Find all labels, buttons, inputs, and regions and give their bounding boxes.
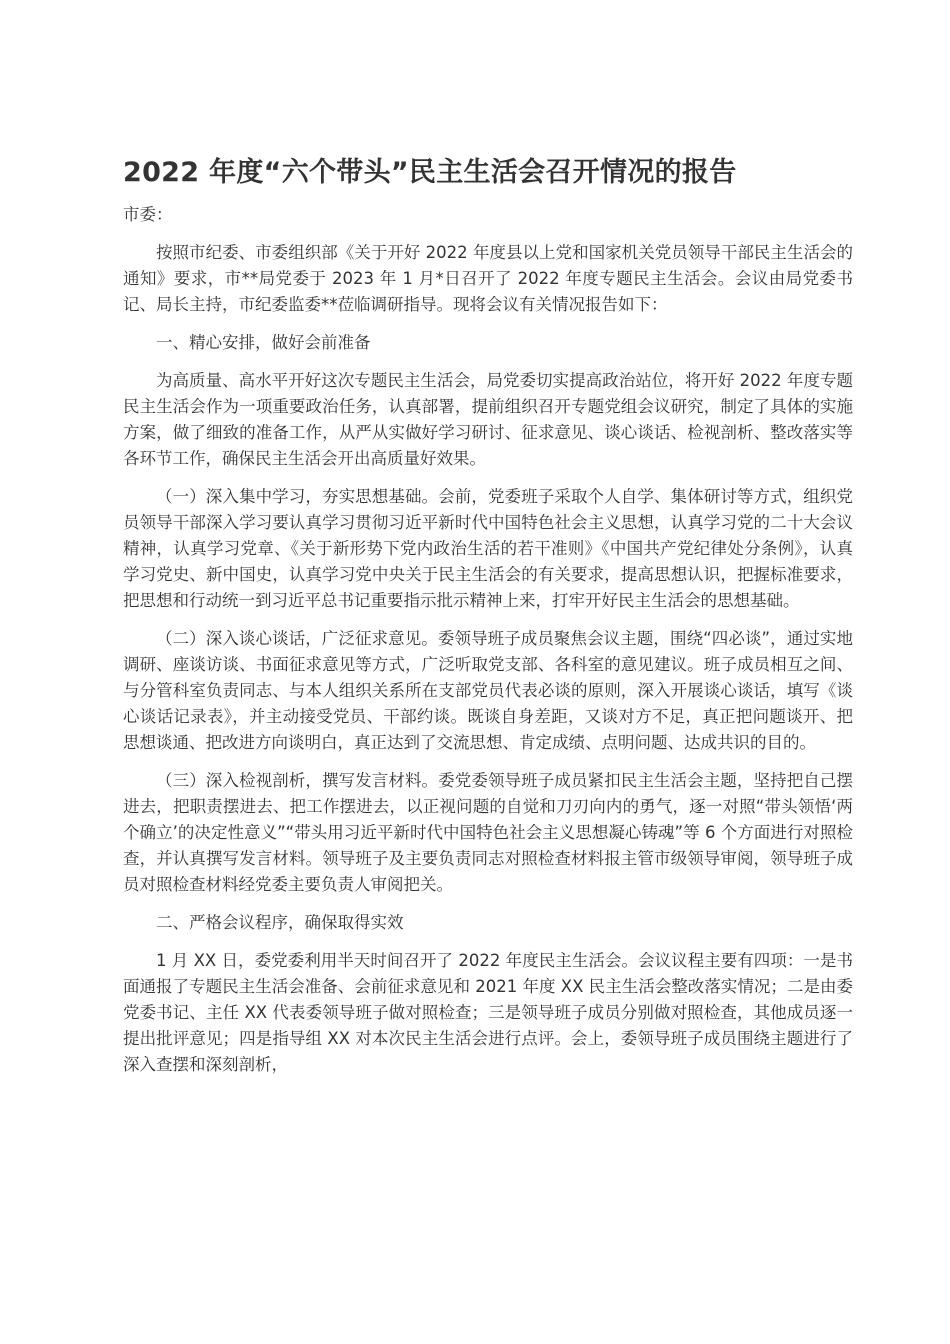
- subsection-1-paragraph: （一）深入集中学习，夯实思想基础。会前，党委班子采取个人自学、集体研讨等方式，组织党员领导干部深入学习要认真学习贯彻习近平新时代中国特色社会主义思想，认真学习党的二十大会议精神，认真学习党章、《关于新形势下党内政治生活的若干准则》《中国共产党纪律处分条例》，认真学习党史、新中国史，认真学习党中央关于民主生活会的有关要求，提高思想认识，把握标准要求，把思想和行动统一到习近平总书记重要指示批示精神上来，打牢开好民主生活会的思想基础。: [123, 487, 853, 610]
- salutation: 市委：: [123, 205, 173, 224]
- document-title: 2022 年度“六个带头”民主生活会召开情况的报告: [123, 157, 737, 188]
- subsection-3-paragraph: （三）深入检视剖析，撰写发言材料。委党委领导班子成员紧扣民主生活会主题，坚持把自己摆进去，把职责摆进去、把工作摆进去，以正视问题的自觉和刀刃向内的勇气，逐一对照“带头领悟‘两个确立’的决定性意义”“带头用习近平新时代中国特色社会主义思想凝心铸魂”等 6 个方面进行对照检查，并认真撰写发言材料。领导班子及主要负责同志对照检查材料报主管市级领导审阅，领导班子成员对照检查材料经党委主要负责人审阅把关。: [123, 771, 853, 894]
- section-2-paragraph: 1 月 XX 日，委党委利用半天时间召开了 2022 年度民主生活会。会议议程主要有四项：一是书面通报了专题民主生活会准备、会前征求意见和 2021 年度 XX 民主生活会整改落实情况；二是由委党委书记、主任 XX 代表委领导班子做对照检查；三是领导班子成员分别做对照检查，其他成员逐一提出批评意见；四是指导组 XX 对本次民主生活会进行点评。会上，委领导班子成员围绕主题进行了深入查摆和深刻剖析，: [123, 951, 853, 1074]
- section-1-paragraph: 为高质量、高水平开好这次专题民主生活会，局党委切实提高政治站位，将开好 2022 年度专题民主生活会作为一项重要政治任务，认真部署，提前组织召开专题党组会议研究，制定了具体的实施方案，做了细致的准备工作，从严从实做好学习研讨、征求意见、谈心谈话、检视剖析、整改落实等各环节工作，确保民主生活会开出高质量好效果。: [123, 371, 853, 468]
- section-heading-1: 一、精心安排，做好会前准备: [156, 333, 371, 352]
- document-page: [123, 150, 853, 1090]
- section-heading-2: 二、严格会议程序，确保取得实效: [156, 913, 404, 932]
- subsection-2-paragraph: （二）深入谈心谈话，广泛征求意见。委领导班子成员聚焦会议主题，围绕“四必谈”，通过实地调研、座谈访谈、书面征求意见等方式，广泛听取党支部、各科室的意见建议。班子成员相互之间、与分管科室负责同志、与本人组织关系所在支部党员代表必谈的原则，深入开展谈心谈话，填写《谈心谈话记录表》，并主动接受党员、干部约谈。既谈自身差距，又谈对方不足，真正把问题谈开、把思想谈通、把改进方向谈明白，真正达到了交流思想、肯定成绩、点明问题、达成共识的目的。: [123, 629, 853, 752]
- intro-paragraph: 按照市纪委、市委组织部《关于开好 2022 年度县以上党和国家机关党员领导干部民主生活会的通知》要求，市**局党委于 2023 年 1 月*日召开了 2022 年度专题民主生活会。会议由局党委书记、局长主持，市纪委监委**莅临调研指导。现将会议有关情况报告如下：: [123, 243, 853, 314]
